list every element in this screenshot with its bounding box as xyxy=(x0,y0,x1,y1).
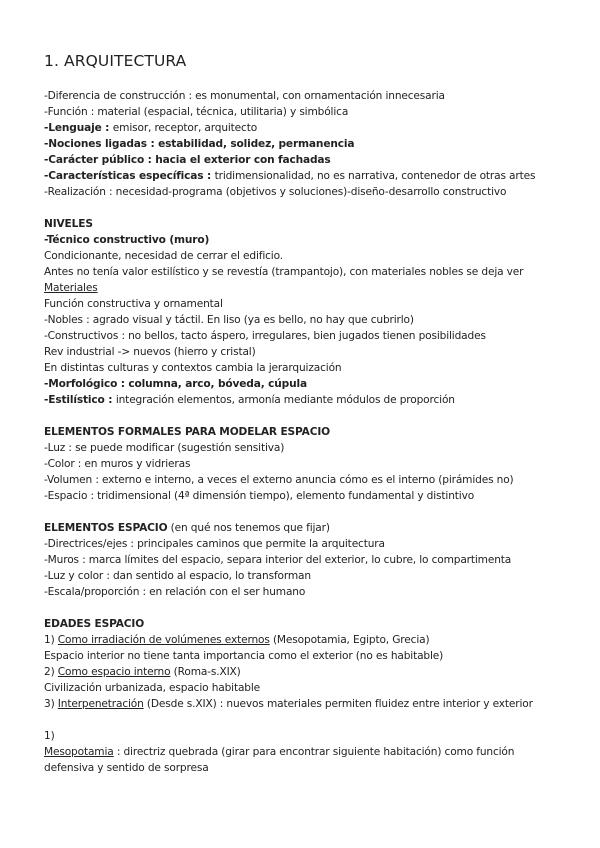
morfologico-line xyxy=(44,377,307,391)
item-note: (Mesopotamia, Egipto, Grecia) xyxy=(269,634,430,646)
item-number: 1) xyxy=(44,634,58,646)
edades-item-1-desc: Espacio interior no tiene tanta importancia como el exterior (no es habitable) xyxy=(44,650,444,662)
intro-line-7: -Realización : necesidad-programa (objetivos y soluciones)-diseño-desarrollo constructivo xyxy=(44,186,507,198)
niveles-line-2: Antes no tenía valor estilístico y se revestía (trampantojo), con materiales nobles se deja ver xyxy=(44,266,524,278)
underlined-term: Materiales xyxy=(44,282,98,294)
label: -Diferencia de construcción : xyxy=(44,90,196,102)
formales-line-2: -Color : en muros y vidrieras xyxy=(44,458,191,470)
item-title: Como espacio interno xyxy=(57,666,171,678)
heading: NIVELES xyxy=(44,218,93,230)
edades-heading xyxy=(44,617,144,631)
niveles-line-3: Función constructiva y ornamental xyxy=(44,298,223,310)
value: emisor, receptor, arquitecto xyxy=(112,122,258,134)
detalle-number: 1) xyxy=(44,730,55,742)
item-number: 2) xyxy=(44,666,58,678)
intro-line-5 xyxy=(44,153,331,167)
item-note: (Roma-s.XIX) xyxy=(170,666,241,678)
edades-item-2 xyxy=(44,665,241,679)
heading: EDADES ESPACIO xyxy=(44,618,145,630)
espacio-heading xyxy=(44,521,330,535)
espacio-line-3: -Luz y color : dan sentido al espacio, lo transforman xyxy=(44,570,311,582)
value: integración elementos, armonía mediante módulos de proporción xyxy=(115,394,455,406)
item-note: (Desde s.XIX) : nuevos materiales permiten fluidez entre interior y exterior xyxy=(143,698,533,710)
niveles-line-7: En distintas culturas y contextos cambia la jerarquización xyxy=(44,362,342,374)
formales-heading xyxy=(44,425,330,439)
edades-item-3 xyxy=(44,697,533,711)
heading: ELEMENTOS ESPACIO xyxy=(44,522,168,534)
niveles-line-5: -Constructivos : no bellos, tacto áspero, irregulares, bien jugados tienen posibilidades xyxy=(44,330,486,342)
espacio-line-4: -Escala/proporción : en relación con el ser humano xyxy=(44,586,306,598)
tecnico-heading xyxy=(44,233,209,247)
mesopotamia-line-2: defensiva y sentido de sorpresa xyxy=(44,762,209,774)
value: : directriz quebrada (girar para encontrar siguiente habitación) como función xyxy=(113,746,515,758)
espacio-line-2: -Muros : marca límites del espacio, separa interior del exterior, lo cubre, lo compartimenta xyxy=(44,554,512,566)
formales-line-4: -Espacio : tridimensional (4ª dimensión tiempo), elemento fundamental y distintivo xyxy=(44,490,475,502)
item-title: Interpenetración xyxy=(57,698,144,710)
label: -Nociones ligadas : estabilidad, solidez, permanencia xyxy=(44,138,355,150)
edades-item-2-desc: Civilización urbanizada, espacio habitable xyxy=(44,682,261,694)
formales-line-1: -Luz : se puede modificar (sugestión sensitiva) xyxy=(44,442,285,454)
value: es monumental, con ornamentación innecesaria xyxy=(195,90,445,102)
label: -Morfológico : columna, arco, bóveda, cúpula xyxy=(44,378,307,390)
heading-note: (en qué nos tenemos que fijar) xyxy=(167,522,330,534)
label: -Carácter público : hacia el exterior con fachadas xyxy=(44,154,331,166)
estilistico-line xyxy=(44,393,455,407)
niveles-line-1: Condicionante, necesidad de cerrar el edificio. xyxy=(44,250,283,262)
intro-line-4 xyxy=(44,137,354,151)
label: -Lenguaje : xyxy=(44,122,113,134)
intro-line-2: -Función : material (espacial, técnica, utilitaria) y simbólica xyxy=(44,106,349,118)
formales-line-3: -Volumen : externo e interno, a veces el externo anuncia cómo es el interno (pirámides no) xyxy=(44,474,514,486)
page-title: 1. ARQUITECTURA xyxy=(44,52,187,70)
espacio-line-1: -Directrices/ejes : principales caminos que permite la arquitectura xyxy=(44,538,385,550)
intro-line-6 xyxy=(44,169,535,183)
niveles-heading xyxy=(44,217,93,231)
value: tridimensionalidad, no es narrativa, contenedor de otras artes xyxy=(214,170,536,182)
underlined-term: Mesopotamia xyxy=(44,746,114,758)
intro-line-1 xyxy=(44,89,445,103)
intro-line-3 xyxy=(44,121,257,135)
label: -Características específicas : xyxy=(44,170,215,182)
niveles-line-4: -Nobles : agrado visual y táctil. En liso (ya es bello, no hay que cubrirlo) xyxy=(44,314,414,326)
edades-item-1 xyxy=(44,633,429,647)
materiales-label xyxy=(44,281,98,295)
heading: ELEMENTOS FORMALES PARA MODELAR ESPACIO xyxy=(44,426,330,438)
item-number: 3) xyxy=(44,698,58,710)
label: -Estilístico : xyxy=(44,394,116,406)
mesopotamia-line xyxy=(44,745,514,759)
subheading: -Técnico constructivo (muro) xyxy=(44,234,210,246)
item-title: Como irradiación de volúmenes externos xyxy=(57,634,270,646)
niveles-line-6: Rev industrial -> nuevos (hierro y cristal) xyxy=(44,346,256,358)
